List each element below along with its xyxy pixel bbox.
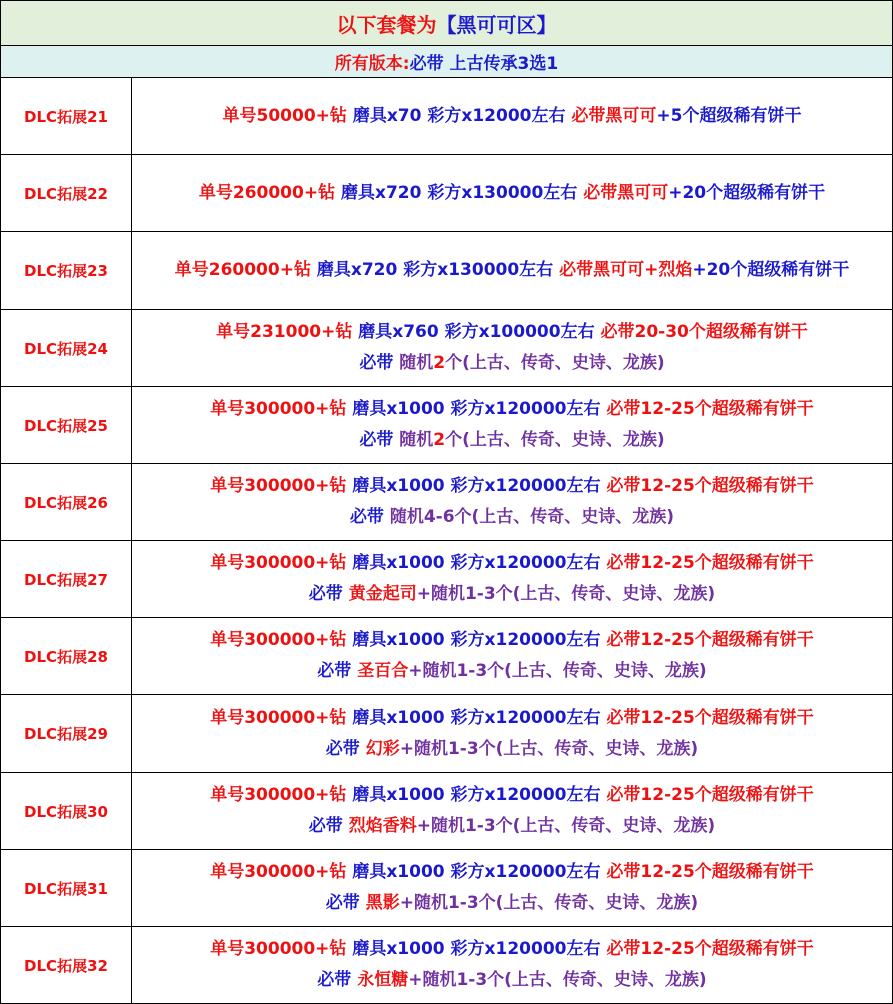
text-segment: 随机 <box>399 353 434 373</box>
text-segment: 必带 <box>359 353 400 373</box>
text-segment: 磨具x1000 彩方x120000左右 <box>346 707 607 728</box>
description-line <box>210 471 814 502</box>
text-segment: 必带 <box>317 661 358 681</box>
title-prefix: 以下套餐为 <box>336 12 437 37</box>
text-segment: 必带12-25个超级稀有饼干 <box>606 630 814 650</box>
text-segment: +随机1-3个(上古、传奇、史诗、龙族) <box>416 584 716 604</box>
text-segment: 单号300000+钻 <box>210 476 347 496</box>
text-segment: 2 <box>433 353 446 373</box>
text-segment: 单号231000+钻 <box>216 322 353 342</box>
description-line <box>359 348 664 379</box>
description-line <box>210 780 814 811</box>
table-row <box>0 387 893 464</box>
text-segment: 必带黑可可 <box>583 182 669 203</box>
text-segment: +随机1-3个(上古、传奇、史诗、龙族) <box>416 816 716 836</box>
package-label: DLC拓展29 <box>1 695 132 772</box>
text-segment: +5个超级稀有饼干 <box>656 105 802 126</box>
package-label: DLC拓展26 <box>1 464 132 540</box>
text-segment: 单号50000+钻 <box>222 105 347 126</box>
text-segment: 必带12-25个超级稀有饼干 <box>606 862 814 882</box>
description-line <box>359 425 664 456</box>
text-segment: 个(上古、传奇、史诗、龙族) <box>445 353 665 373</box>
description-line <box>350 502 674 533</box>
text-segment: 随机 <box>399 430 434 450</box>
text-segment: 单号300000+钻 <box>210 630 347 650</box>
text-segment: 单号300000+钻 <box>210 862 347 882</box>
text-segment: 必带 <box>317 970 358 990</box>
text-segment: 必带 <box>359 430 400 450</box>
package-description <box>132 78 892 154</box>
text-segment: 单号300000+钻 <box>210 707 347 728</box>
text-segment: 必带12-25个超级稀有饼干 <box>606 399 814 419</box>
package-label: DLC拓展28 <box>1 618 132 694</box>
text-segment: 磨具x1000 彩方x120000左右 <box>346 399 607 419</box>
description-line <box>317 965 706 996</box>
text-segment: 必带12-25个超级稀有饼干 <box>606 476 814 496</box>
text-segment: 必带 <box>325 893 366 913</box>
title-highlight: 【黑可可区】 <box>436 12 557 37</box>
package-label: DLC拓展25 <box>1 387 132 463</box>
package-description <box>132 310 892 386</box>
text-segment: 必带 <box>349 507 390 527</box>
text-segment: 单号300000+钻 <box>210 553 347 573</box>
text-segment: 烈焰香料 <box>348 816 417 836</box>
table-row <box>0 927 893 1004</box>
text-segment: 单号260000+钻 <box>174 260 311 280</box>
table-row <box>0 155 893 232</box>
text-segment: +20个超级稀有饼干 <box>668 182 826 203</box>
text-segment: 单号300000+钻 <box>210 939 347 959</box>
description-line <box>210 625 814 656</box>
description-line <box>175 255 850 286</box>
description-line <box>326 888 698 919</box>
description-line <box>199 178 825 209</box>
text-segment: 圣百合 <box>357 661 409 681</box>
package-label: DLC拓展30 <box>1 773 132 849</box>
description-line <box>210 548 814 579</box>
package-description <box>132 541 892 617</box>
title-row <box>0 0 893 46</box>
text-segment: 单号300000+钻 <box>210 785 347 805</box>
package-description <box>132 232 892 309</box>
package-description <box>132 464 892 540</box>
text-segment: +随机1-3个(上古、传奇、史诗、龙族) <box>399 738 699 759</box>
package-description <box>132 695 892 772</box>
package-description <box>132 773 892 849</box>
text-segment: 必带12-25个超级稀有饼干 <box>606 707 814 728</box>
text-segment: 必带20-30个超级稀有饼干 <box>600 322 808 342</box>
text-segment: 必带 <box>308 584 349 604</box>
description-line <box>317 656 706 687</box>
package-description <box>132 850 892 926</box>
text-segment: 磨具x1000 彩方x120000左右 <box>346 785 607 805</box>
text-segment: +20个超级稀有饼干 <box>692 260 850 280</box>
text-segment: 磨具x1000 彩方x120000左右 <box>346 939 607 959</box>
description-line <box>210 934 814 965</box>
description-line <box>210 394 814 425</box>
package-description <box>132 927 892 1003</box>
text-segment: 磨具x720 彩方x130000左右 <box>310 260 560 280</box>
description-line <box>309 579 715 610</box>
text-segment: 磨具x1000 彩方x120000左右 <box>346 862 607 882</box>
text-segment: 2 <box>433 430 446 450</box>
description-line <box>326 734 698 765</box>
table-row <box>0 773 893 850</box>
text-segment: 磨具x70 彩方x12000左右 <box>346 105 572 126</box>
package-description <box>132 387 892 463</box>
text-segment: 单号300000+钻 <box>210 399 347 419</box>
package-label: DLC拓展23 <box>1 232 132 309</box>
text-segment: 必带黑可可+烈焰 <box>559 260 693 280</box>
text-segment: 必带12-25个超级稀有饼干 <box>606 785 814 805</box>
table-row <box>0 618 893 695</box>
text-segment: 磨具x1000 彩方x120000左右 <box>346 553 607 573</box>
text-segment: 磨具x1000 彩方x120000左右 <box>346 476 607 496</box>
text-segment: 必带12-25个超级稀有饼干 <box>606 553 814 573</box>
description-line <box>216 317 808 348</box>
text-segment: +随机1-3个(上古、传奇、史诗、龙族) <box>408 970 707 990</box>
text-segment: 个(上古、传奇、史诗、龙族) <box>445 430 665 450</box>
description-line <box>210 857 814 888</box>
text-segment: 磨具x760 彩方x100000左右 <box>352 322 601 342</box>
text-segment: 必带 <box>325 738 366 759</box>
text-segment: 必带 <box>308 816 349 836</box>
text-segment: 随机4-6个(上古、传奇、史诗、龙族) <box>389 507 675 527</box>
table-row <box>0 850 893 927</box>
table-row <box>0 464 893 541</box>
description-line <box>223 101 802 132</box>
subtitle-label: 所有版本: <box>334 54 410 74</box>
text-segment: 幻彩 <box>365 738 400 759</box>
package-label: DLC拓展31 <box>1 850 132 926</box>
text-segment: +随机1-3个(上古、传奇、史诗、龙族) <box>399 893 699 913</box>
table-row <box>0 78 893 155</box>
subtitle-text: 必带 上古传承3选1 <box>409 54 559 74</box>
text-segment: 黑影 <box>365 893 400 913</box>
table-row <box>0 695 893 773</box>
table-row <box>0 232 893 310</box>
text-segment: 必带黑可可 <box>571 105 657 126</box>
text-segment: 单号260000+钻 <box>198 182 336 203</box>
description-line <box>309 811 715 842</box>
text-segment: +随机1-3个(上古、传奇、史诗、龙族) <box>408 661 707 681</box>
package-description <box>132 618 892 694</box>
text-segment: 磨具x720 彩方x130000左右 <box>335 182 584 203</box>
table-row <box>0 541 893 618</box>
subtitle-row <box>0 46 893 78</box>
description-line <box>210 703 814 734</box>
package-label: DLC拓展22 <box>1 155 132 231</box>
package-label: DLC拓展32 <box>1 927 132 1003</box>
text-segment: 磨具x1000 彩方x120000左右 <box>346 630 607 650</box>
text-segment: 黄金起司 <box>348 584 417 604</box>
package-label: DLC拓展24 <box>1 310 132 386</box>
table-row <box>0 310 893 387</box>
text-segment: 必带12-25个超级稀有饼干 <box>606 939 814 959</box>
package-description <box>132 155 892 231</box>
package-label: DLC拓展27 <box>1 541 132 617</box>
package-label: DLC拓展21 <box>1 78 132 154</box>
text-segment: 永恒糖 <box>357 970 409 990</box>
